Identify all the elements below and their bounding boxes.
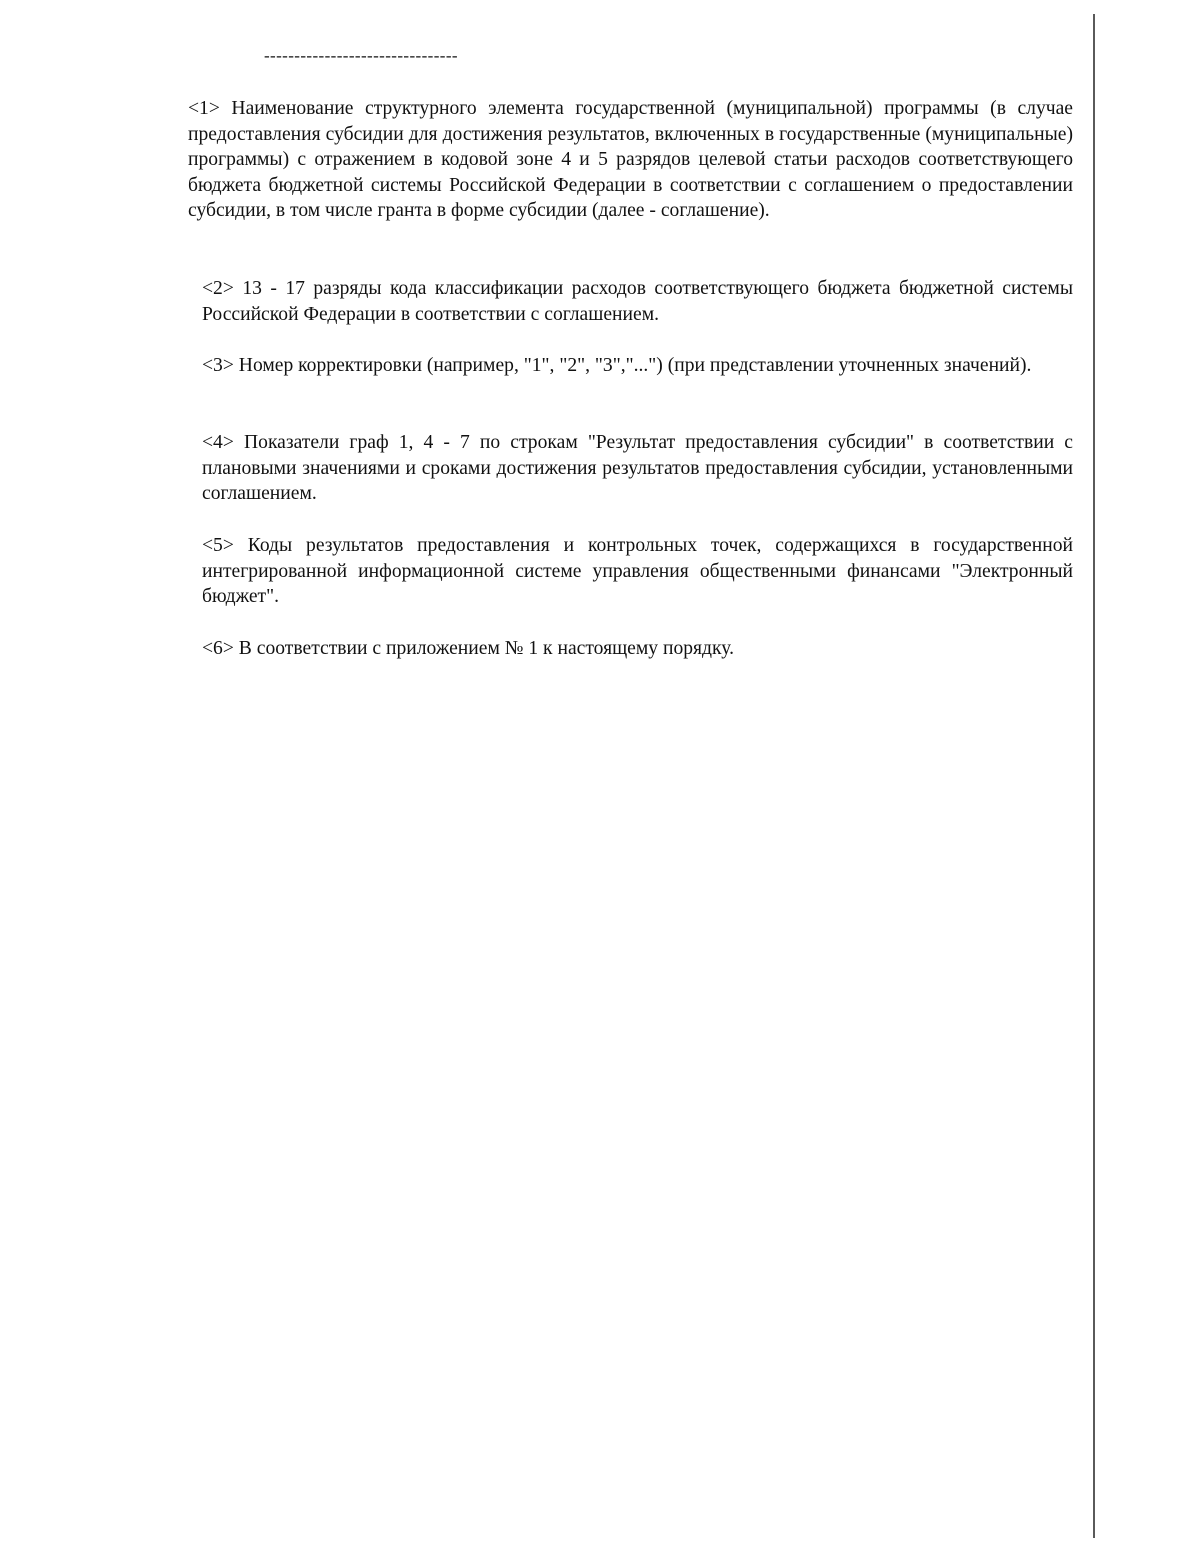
footnote-4: <4> Показатели граф 1, 4 - 7 по строкам "Результат предоставления субсидии" в соответствии с плановыми значениями и сроками достижения результатов предоставления субсидии, установленными соглашением. (202, 432, 1073, 505)
footnote-1: <1> Наименование структурного элемента государственной (муниципальной) программы (в случае предоставления субсидии для достижения результатов, включенных в государственные (муниципальные) программы) с отражением в кодовой зоне 4 и 5 разрядов целевой статьи расходов соответствующего бюджета бюджетной системы Российской Федерации в соответствии с соглашением о предоставлении субсидии, в том числе гранта в форме субсидии (далее - соглашение). (188, 98, 1073, 222)
footnote-separator: -------------------------------- (264, 46, 458, 65)
footnote-3: <3> Номер корректировки (например, "1", "2", "3","...") (при представлении уточненных значений). (202, 355, 1032, 376)
footnote-2: <2> 13 - 17 разряды кода классификации расходов соответствующего бюджета бюджетной системы Российской Федерации в соответствии с соглашением. (202, 278, 1073, 325)
footnote-5: <5> Коды результатов предоставления и контрольных точек, содержащихся в государственной интегрированной информационной системе управления общественными финансами "Электронный бюджет". (202, 535, 1073, 608)
page-right-border-line (1093, 14, 1095, 1538)
footnote-6: <6> В соответствии с приложением № 1 к настоящему порядку. (202, 638, 735, 659)
